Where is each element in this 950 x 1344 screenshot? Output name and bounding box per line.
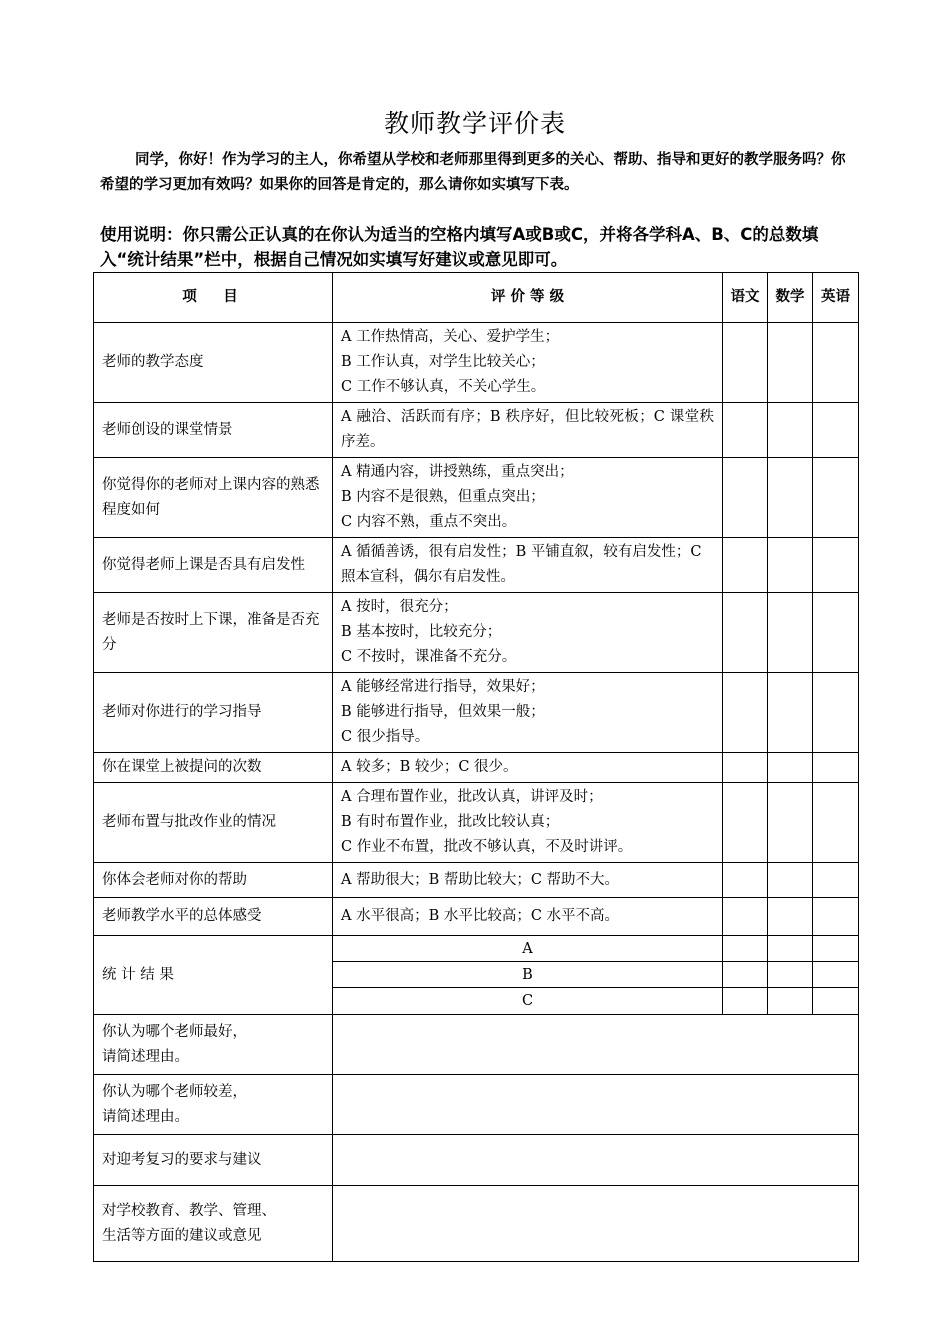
open-question-row [94,1186,859,1262]
row-grades [333,753,723,783]
score-cell-math[interactable] [768,898,813,936]
score-cell-english[interactable] [813,673,859,753]
score-cell-chinese[interactable] [723,538,768,593]
answer-field[interactable] [333,1015,859,1075]
row-item: 老师是否按时上下课，准备是否充分 [94,593,333,673]
evaluation-table [93,272,859,1262]
row-item: 你觉得你的老师对上课内容的熟悉程度如何 [94,458,333,538]
table-row [94,898,859,936]
score-cell-english[interactable] [813,863,859,898]
header-grade: 评 价 等 级 [333,273,723,323]
table-row [94,753,859,783]
open-question-label: 对迎考复习的要求与建议 [94,1135,333,1186]
table-row [94,458,859,538]
grade-option: B 能够进行指导，但效果一般； [341,704,545,720]
grade-option: A 合理布置作业，批改认真，讲评及时； [341,789,603,805]
score-cell-english[interactable] [813,783,859,863]
header-subject-chinese: 语文 [723,273,768,323]
summary-level-a: A [333,936,723,962]
total-cell-chinese[interactable] [723,988,768,1015]
grade-option: A 融洽、活跃而有序；B 秩序好，但比较死板；C 课堂秩序差。 [341,409,714,450]
total-cell-chinese[interactable] [723,936,768,962]
score-cell-english[interactable] [813,753,859,783]
header-subject-english: 英语 [813,273,859,323]
grade-option: B 内容不是很熟，但重点突出； [341,489,545,505]
row-grades [333,403,723,458]
header-subject-math: 数学 [768,273,813,323]
score-cell-math[interactable] [768,458,813,538]
score-cell-math[interactable] [768,673,813,753]
header-item: 项 目 [94,273,333,323]
score-cell-chinese[interactable] [723,863,768,898]
score-cell-chinese[interactable] [723,753,768,783]
row-item: 老师教学水平的总体感受 [94,898,333,936]
grade-option: B 基本按时，比较充分； [341,624,502,640]
grade-option: A 较多；B 较少；C 很少。 [341,759,518,775]
total-cell-english[interactable] [813,962,859,988]
row-item: 老师的教学态度 [94,323,333,403]
score-cell-math[interactable] [768,538,813,593]
total-cell-english[interactable] [813,988,859,1015]
page-title: 教师教学评价表 [383,109,566,138]
score-cell-math[interactable] [768,323,813,403]
score-cell-chinese[interactable] [723,458,768,538]
answer-field[interactable] [333,1186,859,1262]
total-cell-math[interactable] [768,988,813,1015]
score-cell-math[interactable] [768,403,813,458]
total-cell-math[interactable] [768,962,813,988]
usage-instructions: 使用说明：你只需公正认真的在你认为适当的空格内填写A或B或C，并将各学科A、B、C的总数填入“统计结果”栏中，根据自己情况如实填写好建议或意见即可。 [100,225,819,269]
answer-field[interactable] [333,1075,859,1135]
row-grades [333,673,723,753]
open-question-row [94,1135,859,1186]
grade-option: A 能够经常进行指导，效果好； [341,679,545,695]
grade-option: C 工作不够认真，不关心学生。 [341,379,546,395]
score-cell-math[interactable] [768,783,813,863]
grade-option: C 不按时，课准备不充分。 [341,649,517,665]
total-cell-math[interactable] [768,936,813,962]
row-grades [333,783,723,863]
open-question-label: 你认为哪个老师最好， 请简述理由。 [94,1015,333,1075]
summary-row-a [94,936,859,962]
row-item: 老师布置与批改作业的情况 [94,783,333,863]
summary-level-c: C [333,988,723,1015]
table-row [94,593,859,673]
score-cell-english[interactable] [813,403,859,458]
row-item: 你在课堂上被提问的次数 [94,753,333,783]
score-cell-chinese[interactable] [723,898,768,936]
score-cell-chinese[interactable] [723,323,768,403]
table-header-row [94,273,859,323]
summary-level-b: B [333,962,723,988]
score-cell-math[interactable] [768,863,813,898]
score-cell-chinese[interactable] [723,593,768,673]
open-question-row [94,1015,859,1075]
grade-option: C 很少指导。 [341,729,430,745]
row-grades [333,538,723,593]
score-cell-english[interactable] [813,538,859,593]
row-item: 老师对你进行的学习指导 [94,673,333,753]
score-cell-english[interactable] [813,323,859,403]
score-cell-chinese[interactable] [723,783,768,863]
total-cell-english[interactable] [813,936,859,962]
summary-label: 统 计 结 果 [94,936,333,1015]
row-grades [333,323,723,403]
row-grades [333,458,723,538]
grade-option: B 工作认真，对学生比较关心； [341,354,545,370]
grade-option: A 循循善诱，很有启发性；B 平铺直叙，较有启发性；C 照本宣科，偶尔有启发性。 [341,544,702,585]
row-item: 你体会老师对你的帮助 [94,863,333,898]
total-cell-chinese[interactable] [723,962,768,988]
grade-option: A 精通内容，讲授熟练，重点突出； [341,464,574,480]
table-row [94,403,859,458]
score-cell-math[interactable] [768,593,813,673]
score-cell-english[interactable] [813,458,859,538]
open-question-label: 对学校教育、教学、管理、 生活等方面的建议或意见 [94,1186,333,1262]
score-cell-chinese[interactable] [723,673,768,753]
answer-field[interactable] [333,1135,859,1186]
grade-option: A 工作热情高，关心、爱护学生； [341,329,560,345]
grade-option: A 水平很高；B 水平比较高；C 水平不高。 [341,908,620,924]
open-question-row [94,1075,859,1135]
table-row [94,323,859,403]
row-item: 你觉得老师上课是否具有启发性 [94,538,333,593]
score-cell-chinese[interactable] [723,403,768,458]
score-cell-math[interactable] [768,753,813,783]
row-item: 老师创设的课堂情景 [94,403,333,458]
table-row [94,783,859,863]
grade-option: C 作业不布置，批改不够认真，不及时讲评。 [341,839,633,855]
grade-option: A 按时，很充分； [341,599,458,615]
row-grades [333,898,723,936]
grade-option: B 有时布置作业，批改比较认真； [341,814,560,830]
grade-option: A 帮助很大；B 帮助比较大；C 帮助不大。 [341,871,620,888]
row-grades [333,863,723,898]
grade-option: C 内容不熟，重点不突出。 [341,514,517,530]
open-question-label: 你认为哪个老师较差， 请简述理由。 [94,1075,333,1135]
score-cell-english[interactable] [813,593,859,673]
table-row [94,673,859,753]
intro-paragraph: 同学，你好！作为学习的主人，你希望从学校和老师那里得到更多的关心、帮助、指导和更好的教学服务吗？你希望的学习更加有效吗？如果你的回答是肯定的，那么请你如实填写下表。 [100,152,846,193]
table-row [94,863,859,898]
table-row [94,538,859,593]
row-grades [333,593,723,673]
score-cell-english[interactable] [813,898,859,936]
